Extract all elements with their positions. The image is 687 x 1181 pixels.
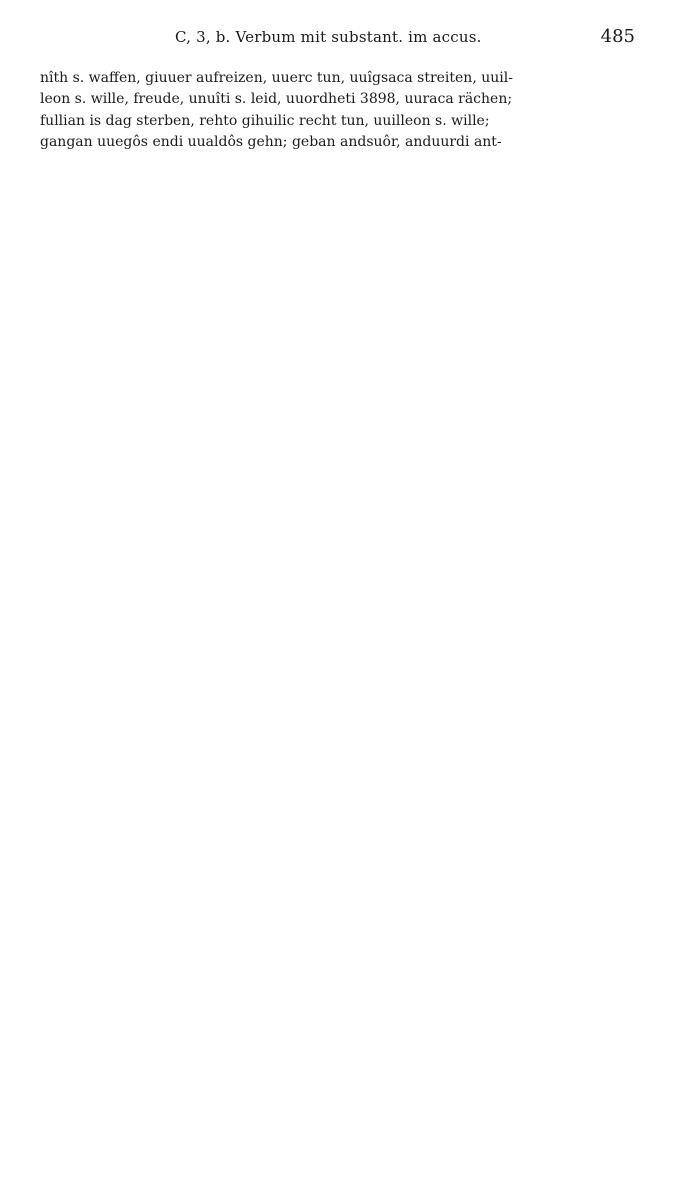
line-text: fullian is dag sterben, rehto gihuilic recht tun, uuilleon s. wille;	[40, 112, 490, 129]
line-text: leon s. wille, freude, unuîti s. leid, uuordheti 3898, uuraca rächen;	[40, 91, 513, 108]
running-header	[40, 28, 635, 58]
section-title: C, 3, b. Verbum mit substant. im accus.	[175, 28, 482, 46]
text-line	[40, 89, 635, 110]
text-line	[40, 68, 635, 89]
page-number: 485	[600, 26, 635, 47]
text-line	[40, 111, 635, 132]
body-text	[40, 68, 635, 153]
text-line	[40, 132, 635, 153]
line-text: nîth s. waffen, giuuer aufreizen, uuerc tun, uuîgsaca streiten, uuil-	[40, 70, 513, 86]
line-text: gangan uuegôs endi uualdôs gehn; geban andsuôr, anduurdi ant-	[40, 133, 502, 150]
